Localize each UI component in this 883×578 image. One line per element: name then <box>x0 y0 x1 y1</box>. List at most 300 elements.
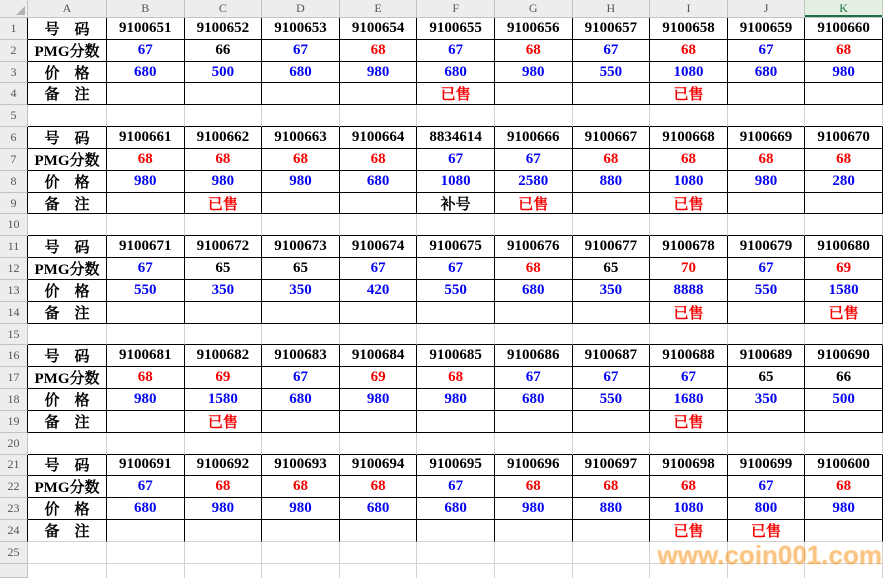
cell-I11[interactable]: 9100678 <box>650 236 728 258</box>
select-all-corner[interactable] <box>0 0 28 18</box>
cell-K18[interactable]: 500 <box>805 389 883 411</box>
cell-C3[interactable]: 500 <box>185 62 263 84</box>
cell-B9[interactable] <box>107 193 185 215</box>
cell-E4[interactable] <box>340 83 418 105</box>
cell-H26[interactable] <box>573 564 651 578</box>
cell-E6[interactable]: 9100664 <box>340 127 418 149</box>
cell-G12[interactable]: 68 <box>495 258 573 280</box>
row-header-10[interactable]: 10 <box>0 214 28 236</box>
cell-H6[interactable]: 9100667 <box>573 127 651 149</box>
cell-D7[interactable]: 68 <box>262 149 340 171</box>
cell-K13[interactable]: 1580 <box>805 280 883 302</box>
cell-E21[interactable]: 9100694 <box>340 455 418 477</box>
cell-H1[interactable]: 9100657 <box>573 18 651 40</box>
cell-G11[interactable]: 9100676 <box>495 236 573 258</box>
cell-A7[interactable]: PMG分数 <box>28 149 107 171</box>
cell-G5[interactable] <box>495 105 573 127</box>
cell-H2[interactable]: 67 <box>573 40 651 62</box>
cell-J19[interactable] <box>728 411 806 433</box>
cell-K19[interactable] <box>805 411 883 433</box>
cell-B5[interactable] <box>107 105 185 127</box>
cell-C7[interactable]: 68 <box>185 149 263 171</box>
cell-D5[interactable] <box>262 105 340 127</box>
cell-D26[interactable] <box>262 564 340 578</box>
cell-A25[interactable] <box>28 542 107 564</box>
cell-C19[interactable]: 已售 <box>185 411 263 433</box>
cell-G26[interactable] <box>495 564 573 578</box>
cell-B6[interactable]: 9100661 <box>107 127 185 149</box>
cell-K14[interactable]: 已售 <box>805 302 883 324</box>
cell-F18[interactable]: 980 <box>417 389 495 411</box>
cell-A4[interactable]: 备 注 <box>28 83 107 105</box>
cell-F10[interactable] <box>417 214 495 236</box>
row-header-25[interactable]: 25 <box>0 542 28 564</box>
cell-I24[interactable]: 已售 <box>650 520 728 542</box>
cell-G10[interactable] <box>495 214 573 236</box>
cell-B14[interactable] <box>107 302 185 324</box>
row-header-22[interactable]: 22 <box>0 476 28 498</box>
cell-B26[interactable] <box>107 564 185 578</box>
cell-G2[interactable]: 68 <box>495 40 573 62</box>
column-header-C[interactable]: C <box>185 0 263 18</box>
cell-D20[interactable] <box>262 433 340 455</box>
cell-F14[interactable] <box>417 302 495 324</box>
cell-E10[interactable] <box>340 214 418 236</box>
cell-C8[interactable]: 980 <box>185 171 263 193</box>
cell-D15[interactable] <box>262 324 340 346</box>
cell-G18[interactable]: 680 <box>495 389 573 411</box>
cell-D4[interactable] <box>262 83 340 105</box>
cell-K6[interactable]: 9100670 <box>805 127 883 149</box>
cell-B12[interactable]: 67 <box>107 258 185 280</box>
cell-C22[interactable]: 68 <box>185 476 263 498</box>
cell-E3[interactable]: 980 <box>340 62 418 84</box>
cell-J4[interactable] <box>728 83 806 105</box>
cell-D16[interactable]: 9100683 <box>262 345 340 367</box>
cell-A3[interactable]: 价 格 <box>28 62 107 84</box>
cell-C23[interactable]: 980 <box>185 498 263 520</box>
cell-K15[interactable] <box>805 324 883 346</box>
cell-J12[interactable]: 67 <box>728 258 806 280</box>
cell-H3[interactable]: 550 <box>573 62 651 84</box>
cell-J20[interactable] <box>728 433 806 455</box>
cell-B21[interactable]: 9100691 <box>107 455 185 477</box>
cell-A17[interactable]: PMG分数 <box>28 367 107 389</box>
cell-B1[interactable]: 9100651 <box>107 18 185 40</box>
row-header-19[interactable]: 19 <box>0 411 28 433</box>
cell-E20[interactable] <box>340 433 418 455</box>
cell-I21[interactable]: 9100698 <box>650 455 728 477</box>
cell-A13[interactable]: 价 格 <box>28 280 107 302</box>
cell-A23[interactable]: 价 格 <box>28 498 107 520</box>
cell-B4[interactable] <box>107 83 185 105</box>
cell-J5[interactable] <box>728 105 806 127</box>
cell-F7[interactable]: 67 <box>417 149 495 171</box>
cell-K1[interactable]: 9100660 <box>805 18 883 40</box>
cell-G16[interactable]: 9100686 <box>495 345 573 367</box>
cell-F23[interactable]: 680 <box>417 498 495 520</box>
cell-A10[interactable] <box>28 214 107 236</box>
cell-F19[interactable] <box>417 411 495 433</box>
cell-C20[interactable] <box>185 433 263 455</box>
cell-F6[interactable]: 8834614 <box>417 127 495 149</box>
cell-D21[interactable]: 9100693 <box>262 455 340 477</box>
cell-I22[interactable]: 68 <box>650 476 728 498</box>
cell-K3[interactable]: 980 <box>805 62 883 84</box>
row-header-26[interactable] <box>0 564 28 578</box>
cell-A18[interactable]: 价 格 <box>28 389 107 411</box>
cell-K5[interactable] <box>805 105 883 127</box>
cell-C24[interactable] <box>185 520 263 542</box>
cell-C26[interactable] <box>185 564 263 578</box>
cell-H15[interactable] <box>573 324 651 346</box>
cell-K7[interactable]: 68 <box>805 149 883 171</box>
cell-I13[interactable]: 8888 <box>650 280 728 302</box>
cell-H4[interactable] <box>573 83 651 105</box>
cell-F16[interactable]: 9100685 <box>417 345 495 367</box>
cell-B19[interactable] <box>107 411 185 433</box>
cell-H14[interactable] <box>573 302 651 324</box>
cell-K17[interactable]: 66 <box>805 367 883 389</box>
cell-B7[interactable]: 68 <box>107 149 185 171</box>
cell-C5[interactable] <box>185 105 263 127</box>
cell-J16[interactable]: 9100689 <box>728 345 806 367</box>
cell-E8[interactable]: 680 <box>340 171 418 193</box>
cell-J2[interactable]: 67 <box>728 40 806 62</box>
cell-D14[interactable] <box>262 302 340 324</box>
cell-K16[interactable]: 9100690 <box>805 345 883 367</box>
cell-D2[interactable]: 67 <box>262 40 340 62</box>
cell-F12[interactable]: 67 <box>417 258 495 280</box>
cell-F11[interactable]: 9100675 <box>417 236 495 258</box>
row-header-17[interactable]: 17 <box>0 367 28 389</box>
row-header-8[interactable]: 8 <box>0 171 28 193</box>
cell-I16[interactable]: 9100688 <box>650 345 728 367</box>
cell-J24[interactable]: 已售 <box>728 520 806 542</box>
cell-H5[interactable] <box>573 105 651 127</box>
cell-B20[interactable] <box>107 433 185 455</box>
cell-C4[interactable] <box>185 83 263 105</box>
cell-C14[interactable] <box>185 302 263 324</box>
row-header-5[interactable]: 5 <box>0 105 28 127</box>
cell-E19[interactable] <box>340 411 418 433</box>
cell-A21[interactable]: 号 码 <box>28 455 107 477</box>
row-header-15[interactable]: 15 <box>0 324 28 346</box>
cell-D23[interactable]: 980 <box>262 498 340 520</box>
cell-C2[interactable]: 66 <box>185 40 263 62</box>
cell-C25[interactable] <box>185 542 263 564</box>
cell-I7[interactable]: 68 <box>650 149 728 171</box>
cell-E14[interactable] <box>340 302 418 324</box>
cell-H22[interactable]: 68 <box>573 476 651 498</box>
cell-K24[interactable] <box>805 520 883 542</box>
cell-F17[interactable]: 68 <box>417 367 495 389</box>
cell-I17[interactable]: 67 <box>650 367 728 389</box>
cell-C13[interactable]: 350 <box>185 280 263 302</box>
cell-E23[interactable]: 680 <box>340 498 418 520</box>
cell-D24[interactable] <box>262 520 340 542</box>
cell-A15[interactable] <box>28 324 107 346</box>
cell-B10[interactable] <box>107 214 185 236</box>
cell-I9[interactable]: 已售 <box>650 193 728 215</box>
cell-I18[interactable]: 1680 <box>650 389 728 411</box>
cell-I5[interactable] <box>650 105 728 127</box>
cell-F3[interactable]: 680 <box>417 62 495 84</box>
cell-C17[interactable]: 69 <box>185 367 263 389</box>
cell-K4[interactable] <box>805 83 883 105</box>
cell-B15[interactable] <box>107 324 185 346</box>
column-header-D[interactable]: D <box>262 0 340 18</box>
cell-I14[interactable]: 已售 <box>650 302 728 324</box>
column-header-K[interactable]: K <box>805 0 883 18</box>
cell-F2[interactable]: 67 <box>417 40 495 62</box>
cell-E25[interactable] <box>340 542 418 564</box>
cell-J23[interactable]: 800 <box>728 498 806 520</box>
cell-B2[interactable]: 67 <box>107 40 185 62</box>
cell-F26[interactable] <box>417 564 495 578</box>
cell-D8[interactable]: 980 <box>262 171 340 193</box>
cell-J3[interactable]: 680 <box>728 62 806 84</box>
cell-G24[interactable] <box>495 520 573 542</box>
cell-A8[interactable]: 价 格 <box>28 171 107 193</box>
cell-G14[interactable] <box>495 302 573 324</box>
row-header-16[interactable]: 16 <box>0 345 28 367</box>
cell-C12[interactable]: 65 <box>185 258 263 280</box>
cell-K23[interactable]: 980 <box>805 498 883 520</box>
cell-E13[interactable]: 420 <box>340 280 418 302</box>
cell-H17[interactable]: 67 <box>573 367 651 389</box>
cell-A22[interactable]: PMG分数 <box>28 476 107 498</box>
cell-C1[interactable]: 9100652 <box>185 18 263 40</box>
cell-B8[interactable]: 980 <box>107 171 185 193</box>
column-header-B[interactable]: B <box>107 0 185 18</box>
cell-F1[interactable]: 9100655 <box>417 18 495 40</box>
cell-A1[interactable]: 号 码 <box>28 18 107 40</box>
cell-A20[interactable] <box>28 433 107 455</box>
cell-A24[interactable]: 备 注 <box>28 520 107 542</box>
cell-D11[interactable]: 9100673 <box>262 236 340 258</box>
cell-E22[interactable]: 68 <box>340 476 418 498</box>
column-header-E[interactable]: E <box>340 0 418 18</box>
cell-G8[interactable]: 2580 <box>495 171 573 193</box>
cell-C15[interactable] <box>185 324 263 346</box>
cell-H13[interactable]: 350 <box>573 280 651 302</box>
cell-G23[interactable]: 980 <box>495 498 573 520</box>
cell-E2[interactable]: 68 <box>340 40 418 62</box>
cell-G4[interactable] <box>495 83 573 105</box>
cell-D13[interactable]: 350 <box>262 280 340 302</box>
cell-J7[interactable]: 68 <box>728 149 806 171</box>
cell-I6[interactable]: 9100668 <box>650 127 728 149</box>
cell-D6[interactable]: 9100663 <box>262 127 340 149</box>
cell-J15[interactable] <box>728 324 806 346</box>
cell-G3[interactable]: 980 <box>495 62 573 84</box>
cell-F15[interactable] <box>417 324 495 346</box>
cell-G1[interactable]: 9100656 <box>495 18 573 40</box>
cell-F13[interactable]: 550 <box>417 280 495 302</box>
cell-H12[interactable]: 65 <box>573 258 651 280</box>
row-header-11[interactable]: 11 <box>0 236 28 258</box>
column-header-J[interactable]: J <box>728 0 806 18</box>
cell-G9[interactable]: 已售 <box>495 193 573 215</box>
cell-J11[interactable]: 9100679 <box>728 236 806 258</box>
cell-B22[interactable]: 67 <box>107 476 185 498</box>
row-header-2[interactable]: 2 <box>0 40 28 62</box>
cell-H11[interactable]: 9100677 <box>573 236 651 258</box>
cell-K9[interactable] <box>805 193 883 215</box>
column-header-F[interactable]: F <box>417 0 495 18</box>
row-header-20[interactable]: 20 <box>0 433 28 455</box>
cell-G13[interactable]: 680 <box>495 280 573 302</box>
cell-J13[interactable]: 550 <box>728 280 806 302</box>
cell-E1[interactable]: 9100654 <box>340 18 418 40</box>
cell-H7[interactable]: 68 <box>573 149 651 171</box>
row-header-12[interactable]: 12 <box>0 258 28 280</box>
cell-F22[interactable]: 67 <box>417 476 495 498</box>
cell-E9[interactable] <box>340 193 418 215</box>
cell-G25[interactable] <box>495 542 573 564</box>
cell-H10[interactable] <box>573 214 651 236</box>
cell-A2[interactable]: PMG分数 <box>28 40 107 62</box>
cell-B24[interactable] <box>107 520 185 542</box>
cell-G15[interactable] <box>495 324 573 346</box>
cell-F20[interactable] <box>417 433 495 455</box>
cell-D9[interactable] <box>262 193 340 215</box>
row-header-18[interactable]: 18 <box>0 389 28 411</box>
cell-G17[interactable]: 67 <box>495 367 573 389</box>
cell-K20[interactable] <box>805 433 883 455</box>
cell-E12[interactable]: 67 <box>340 258 418 280</box>
cell-B17[interactable]: 68 <box>107 367 185 389</box>
cell-G7[interactable]: 67 <box>495 149 573 171</box>
cell-I15[interactable] <box>650 324 728 346</box>
cell-A6[interactable]: 号 码 <box>28 127 107 149</box>
cell-H21[interactable]: 9100697 <box>573 455 651 477</box>
cell-H20[interactable] <box>573 433 651 455</box>
cell-I23[interactable]: 1080 <box>650 498 728 520</box>
cell-J22[interactable]: 67 <box>728 476 806 498</box>
cell-J18[interactable]: 350 <box>728 389 806 411</box>
cell-F8[interactable]: 1080 <box>417 171 495 193</box>
cell-H16[interactable]: 9100687 <box>573 345 651 367</box>
cell-F9[interactable]: 补号 <box>417 193 495 215</box>
column-header-A[interactable]: A <box>28 0 107 18</box>
cell-E18[interactable]: 980 <box>340 389 418 411</box>
cell-E24[interactable] <box>340 520 418 542</box>
cell-H24[interactable] <box>573 520 651 542</box>
cell-J14[interactable] <box>728 302 806 324</box>
cell-D19[interactable] <box>262 411 340 433</box>
cell-C10[interactable] <box>185 214 263 236</box>
cell-F5[interactable] <box>417 105 495 127</box>
cell-H23[interactable]: 880 <box>573 498 651 520</box>
cell-D22[interactable]: 68 <box>262 476 340 498</box>
cell-J1[interactable]: 9100659 <box>728 18 806 40</box>
cell-H9[interactable] <box>573 193 651 215</box>
cell-A19[interactable]: 备 注 <box>28 411 107 433</box>
cell-A16[interactable]: 号 码 <box>28 345 107 367</box>
cell-C18[interactable]: 1580 <box>185 389 263 411</box>
cell-G6[interactable]: 9100666 <box>495 127 573 149</box>
cell-H19[interactable] <box>573 411 651 433</box>
cell-I19[interactable]: 已售 <box>650 411 728 433</box>
cell-B18[interactable]: 980 <box>107 389 185 411</box>
cell-J10[interactable] <box>728 214 806 236</box>
column-header-I[interactable]: I <box>650 0 728 18</box>
row-header-4[interactable]: 4 <box>0 83 28 105</box>
cell-E26[interactable] <box>340 564 418 578</box>
cell-I8[interactable]: 1080 <box>650 171 728 193</box>
cell-D1[interactable]: 9100653 <box>262 18 340 40</box>
cell-I20[interactable] <box>650 433 728 455</box>
cell-A9[interactable]: 备 注 <box>28 193 107 215</box>
row-header-14[interactable]: 14 <box>0 302 28 324</box>
cell-A5[interactable] <box>28 105 107 127</box>
cell-E11[interactable]: 9100674 <box>340 236 418 258</box>
cell-K22[interactable]: 68 <box>805 476 883 498</box>
cell-K12[interactable]: 69 <box>805 258 883 280</box>
cell-C11[interactable]: 9100672 <box>185 236 263 258</box>
cell-B16[interactable]: 9100681 <box>107 345 185 367</box>
row-header-7[interactable]: 7 <box>0 149 28 171</box>
cell-K2[interactable]: 68 <box>805 40 883 62</box>
cell-E16[interactable]: 9100684 <box>340 345 418 367</box>
column-header-G[interactable]: G <box>495 0 573 18</box>
cell-E17[interactable]: 69 <box>340 367 418 389</box>
cell-I10[interactable] <box>650 214 728 236</box>
cell-H18[interactable]: 550 <box>573 389 651 411</box>
cell-H25[interactable] <box>573 542 651 564</box>
cell-C9[interactable]: 已售 <box>185 193 263 215</box>
cell-E7[interactable]: 68 <box>340 149 418 171</box>
cell-F4[interactable]: 已售 <box>417 83 495 105</box>
cell-G22[interactable]: 68 <box>495 476 573 498</box>
cell-G20[interactable] <box>495 433 573 455</box>
cell-K21[interactable]: 9100600 <box>805 455 883 477</box>
cell-B3[interactable]: 680 <box>107 62 185 84</box>
column-header-H[interactable]: H <box>573 0 651 18</box>
cell-H8[interactable]: 880 <box>573 171 651 193</box>
cell-G19[interactable] <box>495 411 573 433</box>
cell-D3[interactable]: 680 <box>262 62 340 84</box>
cell-I4[interactable]: 已售 <box>650 83 728 105</box>
cell-A11[interactable]: 号 码 <box>28 236 107 258</box>
cell-C21[interactable]: 9100692 <box>185 455 263 477</box>
row-header-24[interactable]: 24 <box>0 520 28 542</box>
row-header-9[interactable]: 9 <box>0 193 28 215</box>
cell-D10[interactable] <box>262 214 340 236</box>
row-header-6[interactable]: 6 <box>0 127 28 149</box>
cell-K10[interactable] <box>805 214 883 236</box>
cell-I2[interactable]: 68 <box>650 40 728 62</box>
cell-K8[interactable]: 280 <box>805 171 883 193</box>
cell-D17[interactable]: 67 <box>262 367 340 389</box>
cell-J9[interactable] <box>728 193 806 215</box>
cell-C6[interactable]: 9100662 <box>185 127 263 149</box>
cell-A26[interactable] <box>28 564 107 578</box>
cell-K11[interactable]: 9100680 <box>805 236 883 258</box>
cell-F24[interactable] <box>417 520 495 542</box>
cell-A14[interactable]: 备 注 <box>28 302 107 324</box>
cell-G21[interactable]: 9100696 <box>495 455 573 477</box>
cell-A12[interactable]: PMG分数 <box>28 258 107 280</box>
cell-D18[interactable]: 680 <box>262 389 340 411</box>
cell-B25[interactable] <box>107 542 185 564</box>
cell-B23[interactable]: 680 <box>107 498 185 520</box>
cell-I12[interactable]: 70 <box>650 258 728 280</box>
cell-J17[interactable]: 65 <box>728 367 806 389</box>
cell-D25[interactable] <box>262 542 340 564</box>
